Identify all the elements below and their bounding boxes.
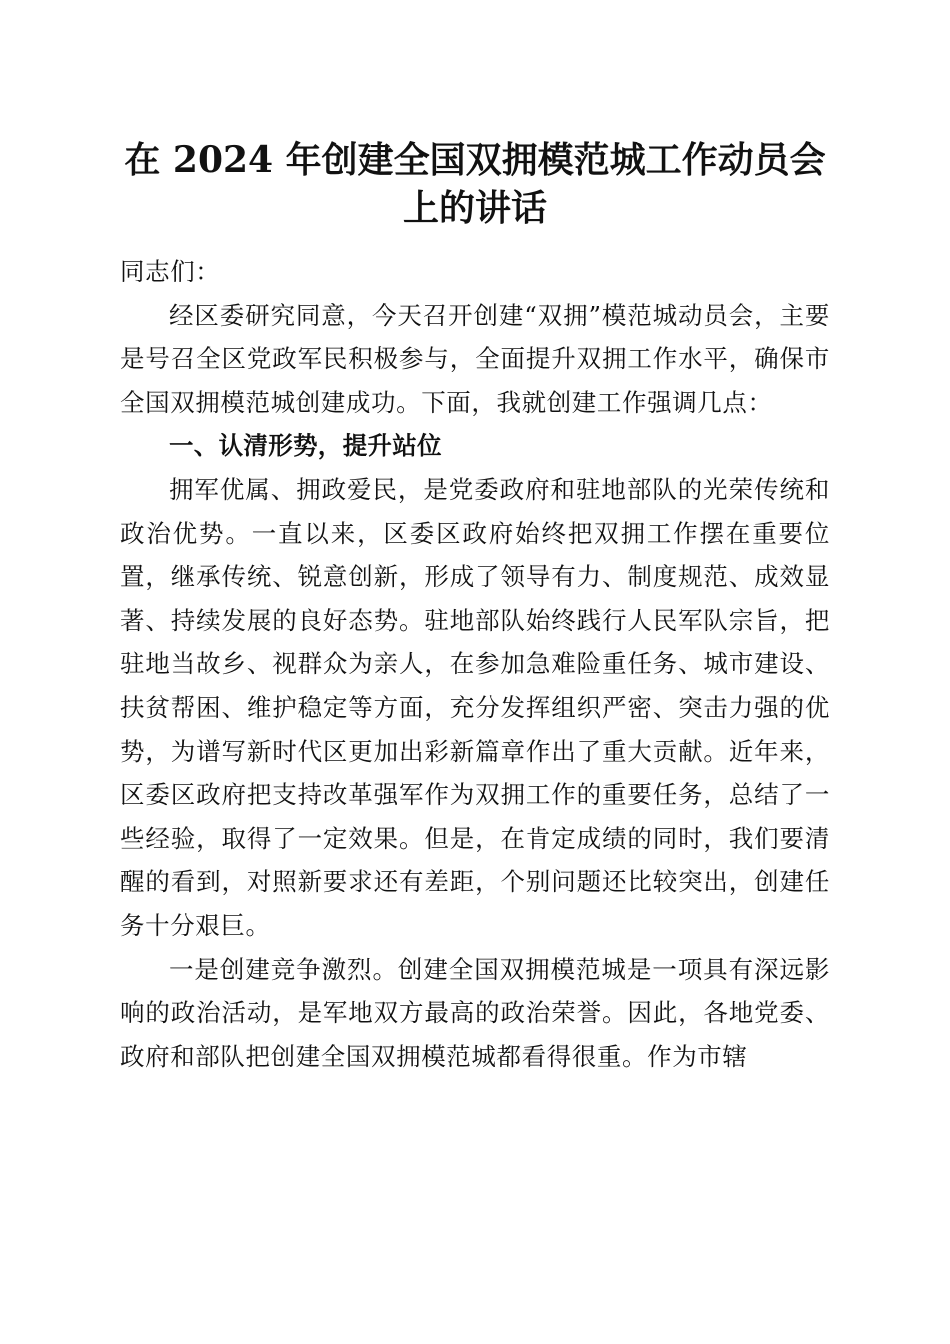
document-title: 在 2024 年创建全国双拥模范城工作动员会上的讲话: [124, 139, 826, 229]
paragraph-competition: 一是创建竞争激烈。创建全国双拥模范城是一项具有深远影响的政治活动，是军地双方最高的政治荣誉。因此，各地党委、政府和部队把创建全国双拥模范城都看得很重。作为市辖: [120, 954, 830, 1071]
paragraph-situation: 拥军优属、拥政爱民，是党委政府和驻地部队的光荣传统和政治优势。一直以来，区委区政府始终把双拥工作摆在重要位置，继承传统、锐意创新，形成了领导有力、制度规范、成效显著、持续发展的良好态势。驻地部队始终践行人民军队宗旨，把驻地当故乡、视群众为亲人，在参加急难险重任务、城市建设、扶贫帮困、维护稳定等方面，充分发挥组织严密、突击力强的优势，为谱写新时代区更加出彩新篇章作出了重大贡献。近年来，区委区政府把支持改革强军作为双拥工作的重要任务，总结了一些经验，取得了一定效果。但是，在肯定成绩的同时，我们要清醒的看到，对照新要求还有差距，个别问题还比较突出，创建任务十分艰巨。: [120, 474, 830, 940]
document-body: [120, 250, 830, 1078]
section-heading: 一、认清形势，提升站位: [169, 431, 442, 461]
paragraph-intro: 经区委研究同意，今天召开创建“双拥”模范城动员会，主要是号召全区党政军民积极参与，全面提升双拥工作水平，确保市全国双拥模范城创建成功。下面，我就创建工作强调几点：: [120, 300, 830, 417]
salutation: 同志们：: [120, 257, 221, 286]
